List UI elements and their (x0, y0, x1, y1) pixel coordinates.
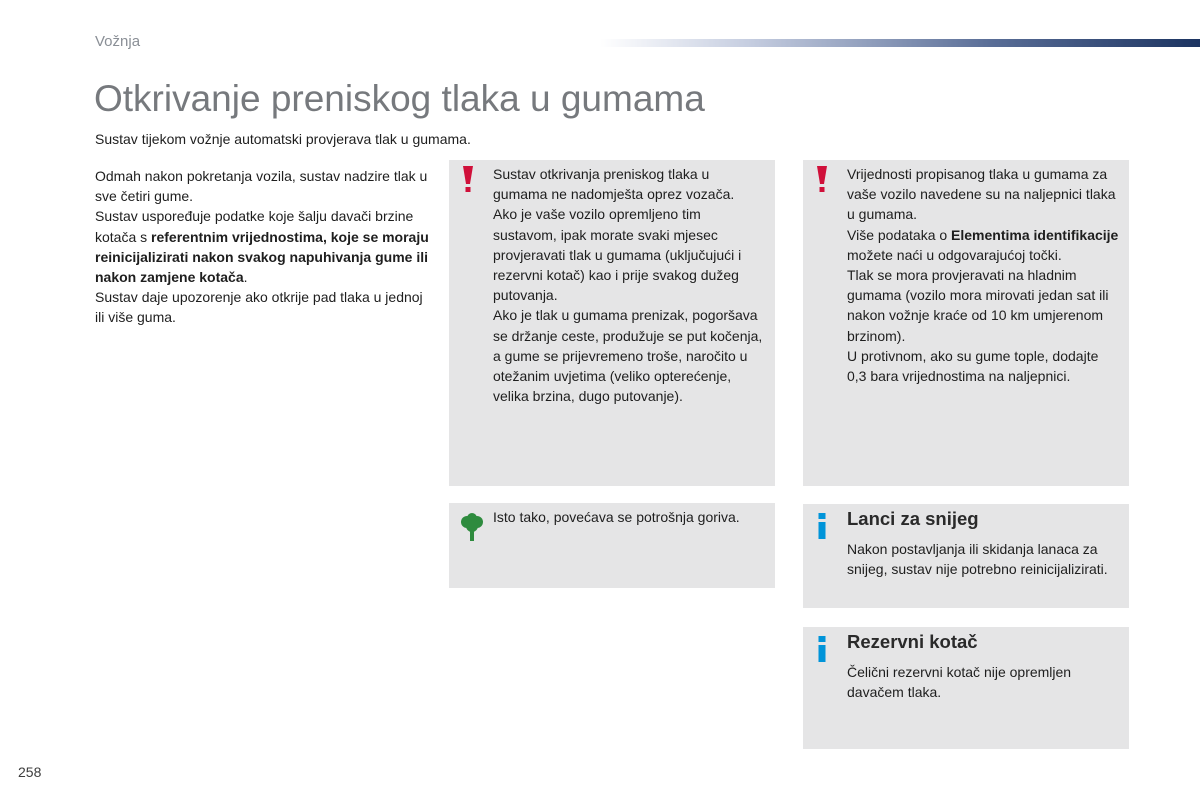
intro-text: Sustav tijekom vožnje automatski provjerava tlak u gumama. (95, 131, 471, 147)
info-box-snow-chains (803, 504, 1129, 608)
header-gradient-bar (600, 39, 1200, 47)
page-title: Otkrivanje preniskog tlaka u gumama (94, 78, 705, 119)
eco-tree-icon (460, 513, 484, 541)
info-box-1-text: Nakon postavljanja ili skidanja lanaca za snijeg, sustav nije potrebno reinicijalizirati. (847, 541, 1108, 578)
warning-box-pressure-values (803, 160, 1129, 486)
warning-box-driver-caution (449, 160, 775, 486)
page-number: 258 (18, 764, 42, 780)
left-paragraph-2: Sustav uspoređuje podatke koje šalju davači brzine kotača s referentnim vrijednostima, koje se moraju reinicijalizirati nakon svakog napuhivanja gume ili nakon zamjene kotača. (95, 208, 429, 286)
eco-box-fuel-consumption (449, 503, 775, 588)
info-icon (817, 635, 827, 663)
warning-box-2-text: Vrijednosti propisanog tlaka u gumama za vaše vozilo navedene su na naljepnici tlaka u gumama. Više podataka o Elementima identifikacije možete naći u odgovarajućoj točki. Tlak se mora provjeravati na hladnim gumama (vozilo mora mirovati jedan sat ili nakon vožnje kraće od 10 km umjerenom brzinom). U protivnom, ako su gume tople, dodajte 0,3 bara vrijednostima na naljepnici. (847, 166, 1119, 385)
left-paragraph-1: Odmah nakon pokretanja vozila, sustav nadzire tlak u sve četiri gume. (95, 168, 428, 205)
warning-box-1-text: Sustav otkrivanja preniskog tlaka u gumama ne nadomješta oprez vozača. Ako je vaše vozilo opremljeno tim sustavom, ipak morate svaki mjesec provjeravati tlak u gumama (uključujući i rezervni kotač) kao i prije svakog dužeg putovanja. Ako je tlak u gumama prenizak, pogoršava se držanje ceste, produžuje se put kočenja, a gume se prijevremeno troše, naročito u otežanim uvjetima (veliko opterećenje, velika brzina, dugo putovanje). (493, 166, 763, 405)
left-paragraph-3: Sustav daje upozorenje ako otkrije pad tlaka u jednoj ili više guma. (95, 289, 423, 326)
info-box-1-title: Lanci za snijeg (847, 508, 979, 529)
section-label: Vožnja (95, 33, 141, 50)
left-paragraph-2-bold: referentnim vrijednostima, koje se moraju reinicijalizirati nakon svakog napuhivanja gume ili nakon zamjene kotača (95, 228, 429, 286)
info-box-2-title: Rezervni kotač (847, 631, 978, 652)
info-icon (817, 512, 827, 540)
info-box-2-text: Čelični rezervni kotač nije opremljen davačem tlaka. (847, 664, 1072, 701)
identification-link-text: Elementima identifikacije (951, 226, 1119, 243)
left-column (95, 166, 430, 328)
exclamation-warning-icon (814, 165, 830, 193)
exclamation-warning-icon (460, 165, 476, 193)
info-box-spare-wheel (803, 627, 1129, 749)
eco-box-text: Isto tako, povećava se potrošnja goriva. (493, 509, 740, 525)
